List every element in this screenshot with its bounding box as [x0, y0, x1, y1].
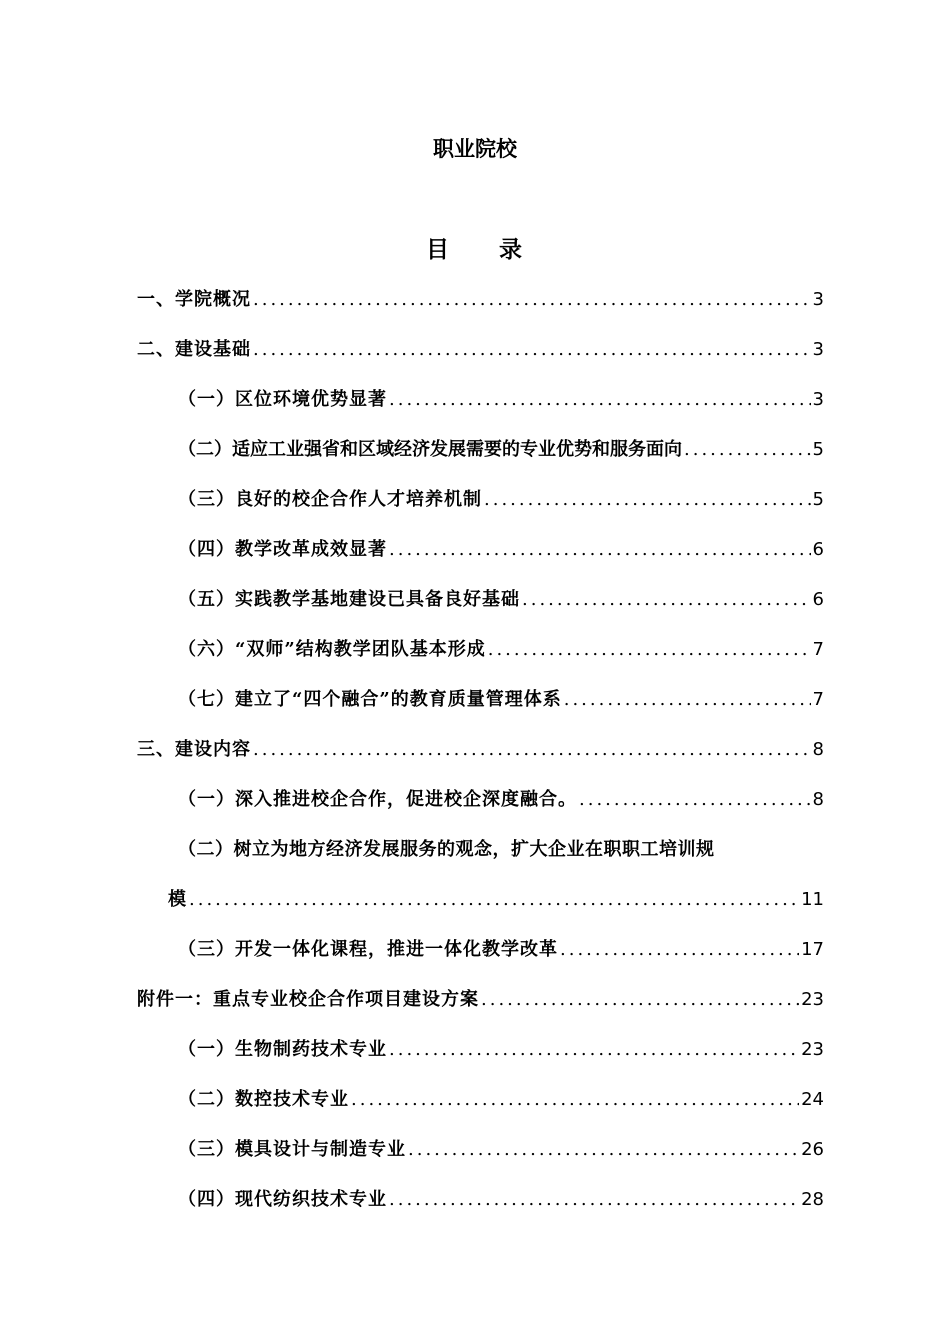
toc-dot-leader [389, 530, 811, 570]
toc-entry[interactable] [178, 1180, 824, 1220]
toc-dot-leader [481, 980, 799, 1020]
toc-entry-label: （一）区位环境优势显著 [178, 389, 387, 410]
toc-page-number: 3 [812, 339, 824, 360]
toc-entry-label: （三）开发一体化课程，推进一体化教学改革 [178, 939, 558, 960]
toc-dot-leader [564, 680, 811, 720]
toc-page-number: 6 [812, 539, 824, 560]
toc-entry-label: （一）深入推进校企合作，促进校企深度融合。 [178, 789, 577, 810]
toc-entry-label: （四）现代纺织技术专业 [178, 1189, 387, 1210]
toc-page-number: 11 [801, 889, 824, 910]
toc-dot-leader [351, 1080, 799, 1120]
toc-entry[interactable] [137, 980, 824, 1020]
toc-page-number: 23 [801, 1039, 824, 1060]
toc-entry[interactable] [178, 580, 824, 620]
toc-entry-label: （三）模具设计与制造专业 [178, 1139, 406, 1160]
toc-page-number: 7 [812, 639, 824, 660]
toc-heading [0, 232, 950, 268]
toc-entry-label: （二）适应工业强省和区域经济发展需要的专业优势和服务面向 [178, 439, 682, 460]
toc-entry[interactable] [137, 330, 824, 370]
toc-dot-leader [253, 730, 811, 770]
toc-dot-leader [484, 480, 811, 520]
toc-entry[interactable] [178, 430, 824, 470]
toc-page-number: 6 [812, 589, 824, 610]
toc-entry-wrapped-continuation[interactable] [168, 880, 824, 920]
toc-entry-label: （六）“双师”结构教学团队基本形成 [178, 639, 486, 660]
toc-entry[interactable] [178, 680, 824, 720]
toc-entry-label: （七）建立了“四个融合”的教育质量管理体系 [178, 689, 562, 710]
toc-heading-left: 目 [426, 237, 451, 263]
toc-entry-label: 附件一：重点专业校企合作项目建设方案 [137, 989, 479, 1010]
toc-dot-leader [408, 1130, 799, 1170]
toc-page-number: 5 [812, 489, 824, 510]
toc-dot-leader [488, 630, 811, 670]
toc-page-number: 8 [812, 789, 824, 810]
toc-entry[interactable] [178, 930, 824, 970]
toc-entry[interactable] [178, 630, 824, 670]
toc-dot-leader [389, 380, 811, 420]
toc-entry[interactable] [178, 380, 824, 420]
toc-entry-label: （一）生物制药技术专业 [178, 1039, 387, 1060]
toc-page-number: 26 [801, 1139, 824, 1160]
toc-dot-leader [684, 430, 811, 470]
toc-entry[interactable] [178, 1030, 824, 1070]
toc-entry-wrapped-first-line[interactable]: （二）树立为地方经济发展服务的观念，扩大企业在职职工培训规 [178, 839, 715, 860]
toc-entry[interactable] [178, 780, 824, 820]
toc-heading-right: 录 [499, 237, 524, 263]
document-title: 职业院校 [433, 137, 517, 161]
toc-entry-label: 三、建设内容 [137, 739, 251, 760]
toc-entry-label: 二、建设基础 [137, 339, 251, 360]
toc-entry[interactable] [178, 1130, 824, 1170]
toc-entry[interactable] [178, 480, 824, 520]
toc-dot-leader [253, 330, 811, 370]
toc-page-number: 3 [812, 289, 824, 310]
toc-page-number: 17 [801, 939, 824, 960]
toc-dot-leader [389, 1180, 799, 1220]
toc-entry-label: 模 [168, 889, 187, 910]
toc-page-number: 23 [801, 989, 824, 1010]
toc-entry[interactable] [178, 530, 824, 570]
toc-entry[interactable] [137, 730, 824, 770]
toc-dot-leader [253, 280, 811, 320]
toc-entry-label: （二）数控技术专业 [178, 1089, 349, 1110]
toc-page-number: 24 [801, 1089, 824, 1110]
toc-page-number: 5 [812, 439, 824, 460]
toc-page-number: 8 [812, 739, 824, 760]
toc-dot-leader [389, 1030, 799, 1070]
toc-page-number: 28 [801, 1189, 824, 1210]
toc-entry-label: （五）实践教学基地建设已具备良好基础 [178, 589, 520, 610]
toc-entry-label: 一、学院概况 [137, 289, 251, 310]
toc-entry[interactable] [137, 280, 824, 320]
toc-entry[interactable] [178, 1080, 824, 1120]
toc-entry-label: （四）教学改革成效显著 [178, 539, 387, 560]
toc-entry-label: （三）良好的校企合作人才培养机制 [178, 489, 482, 510]
toc-page-number: 3 [812, 389, 824, 410]
toc-dot-leader [579, 780, 811, 820]
toc-dot-leader [189, 880, 799, 920]
toc-dot-leader [522, 580, 811, 620]
toc-dot-leader [560, 930, 799, 970]
toc-page-number: 7 [812, 689, 824, 710]
